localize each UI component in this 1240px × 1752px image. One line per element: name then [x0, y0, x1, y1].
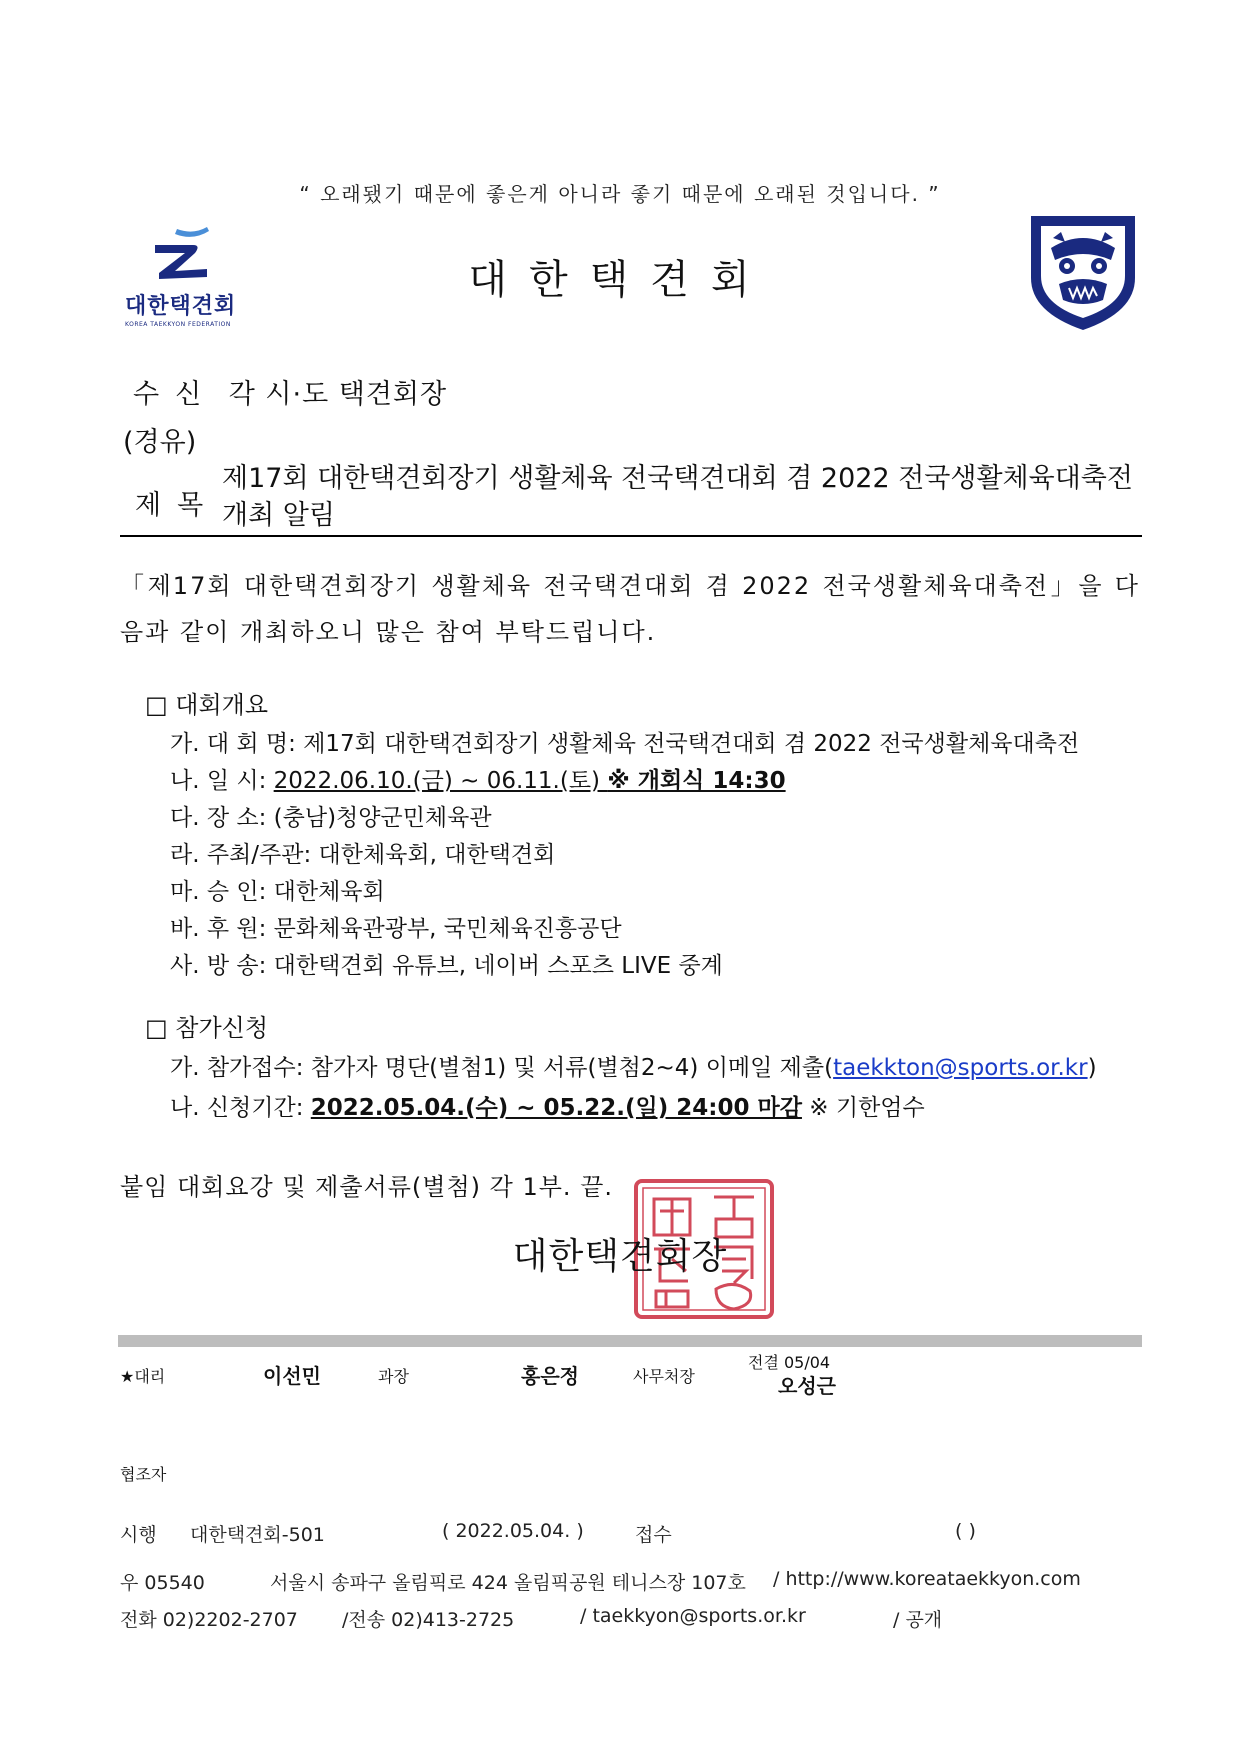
approval-divider — [118, 1335, 1142, 1347]
item-value: 문화체육관광부, 국민체육진흥공단 — [273, 916, 622, 942]
address: 서울시 송파구 올림픽로 424 올림픽공원 테니스장 107호 — [270, 1572, 746, 1594]
signatory: 대한택견회장 — [512, 1236, 728, 1277]
subject-text: 제17회 대한택견회장기 생활체육 전국택견대회 겸 2022 전국생활체육대축전 개최 알림 — [222, 463, 1133, 531]
enforce-number: 대한택견회-501 — [190, 1524, 325, 1546]
attachment-line: 붙임 대회요강 및 제출서류(별첨) 각 1부. 끝. — [120, 1173, 613, 1201]
dokkaebi-emblem-icon — [1025, 208, 1141, 334]
overview-item-host — [170, 836, 555, 869]
apply-item-period — [170, 1089, 925, 1122]
submission-email-link[interactable]: taekkton@sports.or.kr — [833, 1055, 1088, 1081]
logo-english-text: KOREA TAEKKYON FEDERATION — [125, 321, 231, 328]
item-value: (충남)청양군민체육관 — [273, 805, 492, 831]
item-label: 바. 후 원: — [170, 916, 274, 942]
subject-label: 제목 — [135, 490, 220, 521]
overview-heading: □ 대회개요 — [145, 691, 269, 719]
overview-item-name — [170, 725, 1079, 758]
item-value: 대한택견회 유튜브, 네이버 스포츠 LIVE 중계 — [273, 953, 723, 979]
item-label: 마. 승 인: — [170, 879, 274, 905]
role-manager: 과장 — [378, 1367, 409, 1386]
item-label: 가. 대 회 명: — [170, 731, 304, 757]
item-value: 대한체육회, 대한택견회 — [318, 842, 556, 868]
via-label: (경유) — [123, 427, 197, 458]
apply-heading: □ 참가신청 — [145, 1014, 269, 1042]
contact-email: / taekkyon@sports.or.kr — [580, 1605, 806, 1627]
enforce-label: 시행 — [120, 1524, 157, 1546]
fax: /전송 02)413-2725 — [342, 1609, 515, 1631]
item-label: 다. 장 소: — [170, 805, 274, 831]
item-label: 나. 신청기간: — [170, 1095, 311, 1121]
overview-item-broadcast — [170, 947, 723, 980]
approver-name-3: 오성근 — [778, 1374, 836, 1398]
organization-title: 대한택견회 — [468, 257, 772, 303]
motto-text: “ 오래됐기 때문에 좋은게 아니라 좋기 때문에 오래된 것입니다. ” — [299, 182, 941, 206]
website: / http://www.koreataekkyon.com — [773, 1568, 1081, 1590]
delegated-approval-note: 전결 05/04 — [748, 1353, 831, 1372]
approver-name-2: 홍은정 — [521, 1364, 579, 1388]
overview-item-approval — [170, 873, 385, 906]
enforce-date: ( 2022.05.04. ) — [442, 1520, 584, 1542]
intro-paragraph: 「제17회 대한택견회장기 생활체육 전국택견대회 겸 2022 전국생활체육대축전」을 다음과 같이 개최하오니 많은 참여 부탁드립니다. — [120, 572, 1140, 646]
apply-item-submission — [170, 1049, 1097, 1082]
item-label: 가. 참가접수: — [170, 1055, 311, 1081]
deadline-note: ※ 기한엄수 — [801, 1095, 925, 1121]
item-value: 2022.06.10.(금) ~ 06.11.(토) — [273, 768, 608, 794]
role-deputy: ★대리 — [120, 1367, 166, 1386]
item-label: 라. 주최/주관: — [170, 842, 319, 868]
disclosure-status: / 공개 — [893, 1609, 943, 1631]
receive-blank: ( ) — [955, 1520, 976, 1542]
overview-item-venue — [170, 799, 492, 832]
recipient-line — [133, 372, 447, 411]
application-period: 2022.05.04.(수) ~ 05.22.(일) 24:00 마감 — [310, 1095, 802, 1121]
recipient-label: 수신 — [133, 379, 218, 410]
overview-item-date — [170, 762, 786, 795]
cooperator-label: 협조자 — [120, 1465, 167, 1484]
logo-korean-text: 대한택견회 — [125, 294, 237, 319]
postal-code: 우 05540 — [120, 1572, 205, 1594]
subject-divider — [120, 535, 1142, 537]
item-close-paren: ) — [1087, 1055, 1097, 1081]
item-value: 대한체육회 — [273, 879, 385, 905]
approver-name-1: 이선민 — [263, 1364, 321, 1388]
item-value: 제17회 대한택견회장기 생활체육 전국택견대회 겸 2022 전국생활체육대축전 — [303, 731, 1080, 757]
item-label: 사. 방 송: — [170, 953, 274, 979]
receive-label: 접수 — [635, 1524, 672, 1546]
role-secretary-general: 사무처장 — [633, 1367, 695, 1386]
recipient-value: 각 시·도 택견회장 — [228, 379, 448, 410]
overview-item-sponsor — [170, 910, 622, 943]
opening-ceremony-note: ※ 개회식 14:30 — [607, 768, 786, 794]
phone: 전화 02)2202-2707 — [120, 1609, 298, 1631]
item-label: 나. 일 시: — [170, 768, 274, 794]
item-value: 참가자 명단(별첨1) 및 서류(별첨2~4) 이메일 제출( — [310, 1055, 834, 1081]
